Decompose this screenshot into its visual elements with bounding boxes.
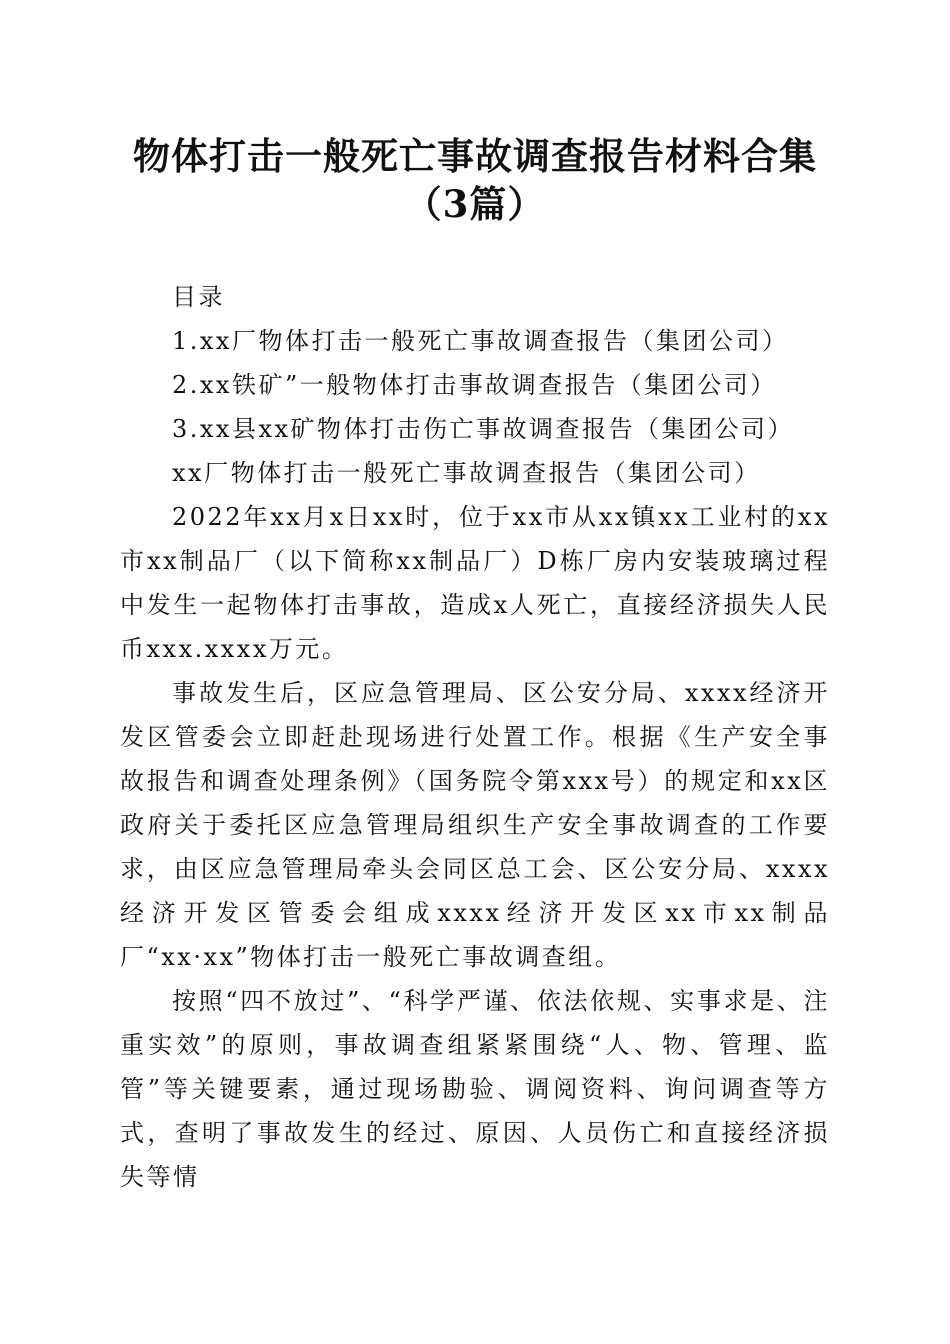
paragraph-3: 按照“四不放过”、“科学严谨、依法依规、实事求是、注重实效”的原则，事故调查组紧紧围绕“人、物、管理、监管”等关键要素，通过现场勘验、调阅资料、询问调查等方式，查明了事故发生的经过、原因、人员伤亡和直接经济损失等情 <box>120 987 830 1191</box>
toc-item-3: 3.xx县xx矿物体打击伤亡事故调查报告（集团公司） <box>172 415 795 443</box>
toc-item-2: 2.xx铁矿”一般物体打击事故调查报告（集团公司） <box>172 371 777 399</box>
document-body <box>120 275 830 1199</box>
document-title: 物体打击一般死亡事故调查报告材料合集（3篇） <box>133 134 817 226</box>
paragraph-2: 事故发生后，区应急管理局、区公安分局、xxxx经济开发区管委会立即赶赴现场进行处置工作。根据《生产安全事故报告和调查处理条例》（国务院令第xxx号）的规定和xx区政府关于委托区应急管理局组织生产安全事故调查的工作要求，由区应急管理局牵头会同区总工会、区公安分局、xxxx经济开发区管委会组成xxxx经济开发区xx市xx制品厂“xx·xx”物体打击一般死亡事故调查组。 <box>120 679 830 971</box>
toc-heading: 目录 <box>172 283 225 311</box>
section-heading: xx厂物体打击一般死亡事故调查报告（集团公司） <box>172 459 761 487</box>
toc-item-1: 1.xx厂物体打击一般死亡事故调查报告（集团公司） <box>172 327 789 355</box>
paragraph-1: 2022年xx月x日xx时，位于xx市从xx镇xx工业村的xx市xx制品厂（以下简称xx制品厂）D栋厂房内安装玻璃过程中发生一起物体打击事故，造成x人死亡，直接经济损失人民币xxx.xxxx万元。 <box>120 503 830 663</box>
